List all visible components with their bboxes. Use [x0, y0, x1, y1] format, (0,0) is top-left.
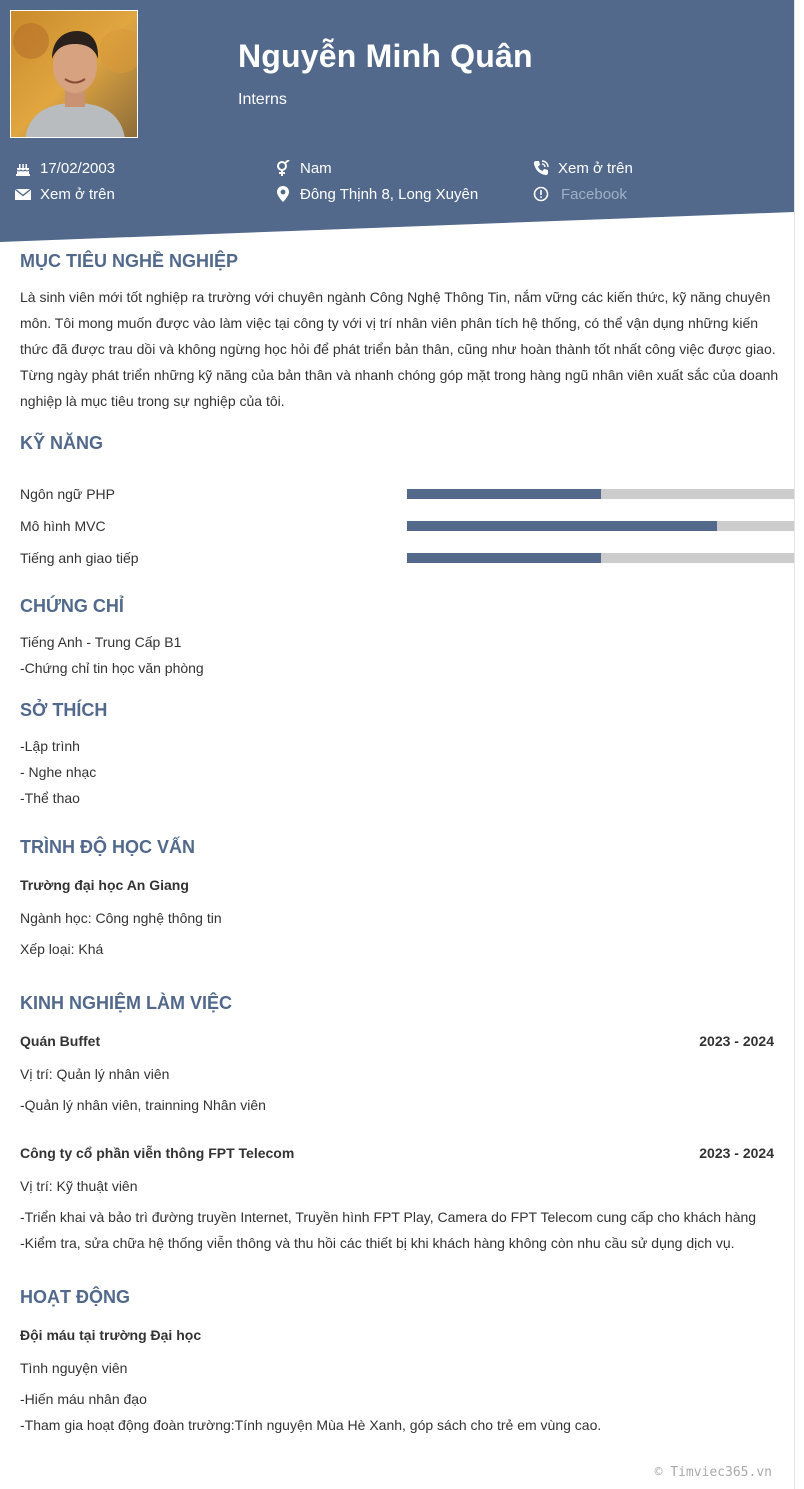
- job-desc: -Kiểm tra, sửa chữa hệ thống viễn thông và thu hồi các thiết bị khi khách hàng không còn nhu cầu sử dụng dịch vụ.: [20, 1235, 735, 1251]
- skills-title: KỸ NĂNG: [20, 433, 104, 453]
- certificate-line: Tiếng Anh - Trung Cấp B1: [20, 634, 182, 650]
- activity-name: Đội máu tại trường Đại học: [20, 1327, 202, 1343]
- job-desc: -Triển khai và bảo trì đường truyền Internet, Truyền hình FPT Play, Camera do FPT Telecom cung cấp cho khách hàng: [20, 1209, 757, 1225]
- info-facebook[interactable]: [533, 184, 627, 204]
- experience-title: KINH NGHIỆM LÀM VIỆC: [20, 993, 233, 1013]
- footer-watermark: © Timviec365.vn: [654, 1465, 772, 1480]
- facebook-link[interactable]: Facebook: [561, 185, 627, 203]
- skill-bar: [407, 489, 794, 499]
- map-marker-icon: [275, 186, 291, 202]
- hobbies-title: SỞ THÍCH: [20, 700, 108, 720]
- certificates-title: CHỨNG CHỈ: [20, 596, 124, 616]
- info-email: Xem ở trên: [15, 184, 115, 204]
- job-company: Công ty cổ phần viễn thông FPT Telecom: [20, 1145, 295, 1161]
- activity-desc: -Hiến máu nhân đạo: [20, 1391, 147, 1407]
- skill-bar-fill: [407, 553, 601, 563]
- skill-bar: [407, 521, 794, 531]
- info-gender: Nam: [275, 158, 332, 178]
- phone-icon: [533, 160, 549, 176]
- job-role: Vị trí: Quản lý nhân viên: [20, 1066, 170, 1082]
- skill-name: Mô hình MVC: [20, 518, 106, 534]
- job-time: 2023 - 2024: [699, 1033, 774, 1049]
- skill-name: Ngôn ngữ PHP: [20, 486, 115, 502]
- birthday-cake-icon: [15, 160, 31, 176]
- gender-icon: [275, 160, 291, 176]
- activity-role: Tình nguyện viên: [20, 1360, 128, 1376]
- education-major: Ngành học: Công nghệ thông tin: [20, 910, 222, 926]
- job-role: Vị trí: Kỹ thuật viên: [20, 1178, 138, 1194]
- job-time: 2023 - 2024: [699, 1145, 774, 1161]
- skill-bar: [407, 553, 794, 563]
- objective-title: MỤC TIÊU NGHỀ NGHIỆP: [20, 251, 239, 271]
- info-address: Đông Thịnh 8, Long Xuyên: [275, 184, 478, 204]
- activity-desc: -Tham gia hoạt động đoàn trường:Tính nguyện Mùa Hè Xanh, góp sách cho trẻ em vùng cao.: [20, 1417, 602, 1433]
- hobby-line: -Thể thao: [20, 790, 80, 806]
- info-birthday: 17/02/2003: [15, 158, 115, 178]
- avatar: [10, 10, 138, 138]
- education-grade: Xếp loại: Khá: [20, 941, 104, 957]
- info-phone: Xem ở trên: [533, 158, 633, 178]
- job-company: Quán Buffet: [20, 1033, 101, 1049]
- hobby-line: -Lập trình: [20, 738, 80, 754]
- skill-bar-fill: [407, 489, 601, 499]
- skill-name: Tiếng anh giao tiếp: [20, 550, 139, 566]
- education-school: Trường đại học An Giang: [20, 877, 189, 893]
- candidate-position: Interns: [238, 91, 287, 108]
- activities-title: HOẠT ĐỘNG: [20, 1287, 130, 1307]
- envelope-icon: [15, 186, 31, 202]
- info-circle-icon: [533, 186, 549, 202]
- hobby-line: - Nghe nhạc: [20, 764, 97, 780]
- job-desc: -Quản lý nhân viên, trainning Nhân viên: [20, 1097, 266, 1113]
- candidate-name: Nguyễn Minh Quân: [238, 38, 533, 74]
- objective-text: Là sinh viên mới tốt nghiệp ra trường với chuyên ngành Công Nghệ Thông Tin, nắm vững các kiến thức, kỹ năng chuyên môn. Tôi mong muốn được vào làm việc tại công ty với vị trí nhân viên phân tích hệ thống, có thể vận dụng những kiến thức đã được trau dồi và không ngừng học hỏi để phát triển bản thân, cũng như hoàn thành tốt nhất công việc được giao. Từng ngày phát triển những kỹ năng của bản thân và nhanh chóng góp mặt trong hàng ngũ nhân viên xuất sắc của doanh nghiệp là mục tiêu trong sự nghiệp của tôi.: [20, 289, 779, 409]
- education-title: TRÌNH ĐỘ HỌC VẤN: [20, 837, 195, 857]
- certificate-line: -Chứng chỉ tin học văn phòng: [20, 660, 204, 676]
- skill-bar-fill: [407, 521, 717, 531]
